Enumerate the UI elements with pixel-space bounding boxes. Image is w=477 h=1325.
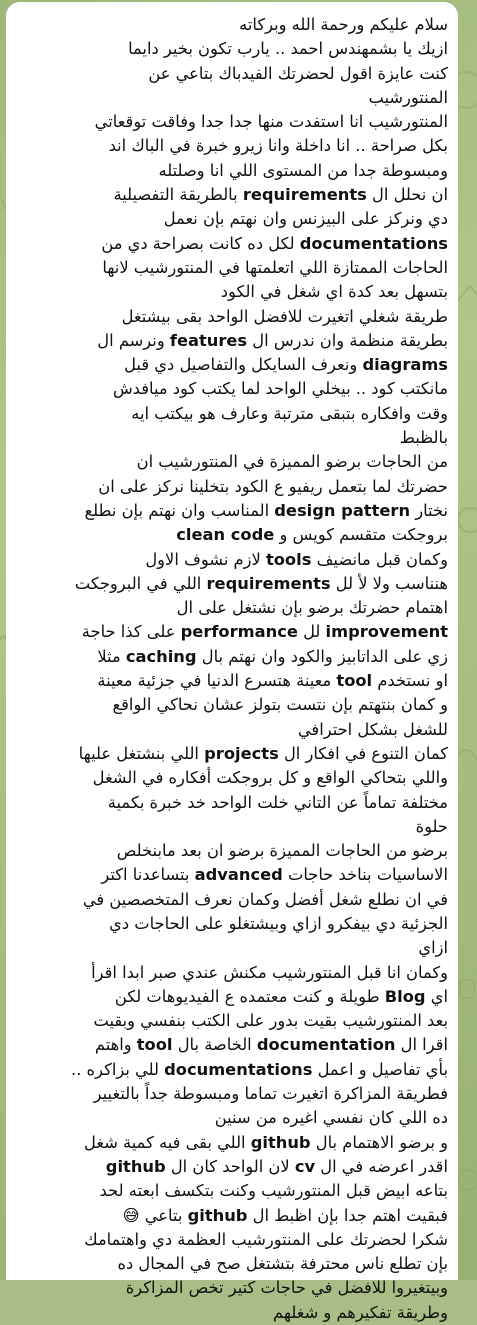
message-line: مختلفة تماماً عن التاني خلت الواحد خد خبرة بكمية	[107, 792, 448, 812]
message-line: حلوة	[415, 816, 448, 836]
message-line: ازيك يا بشمهندس احمد .. يارب تكون بخير دايما	[128, 39, 448, 59]
message-line: اقدر اعرضه في ال cv لان الواحد كان ال github	[105, 1156, 448, 1176]
message-line: ان نحلل ال requirements بالطريقة التفصيلية	[113, 185, 448, 205]
message-line: بإن تطلع ناس محترفة بتشتغل صح في المجال ده	[117, 1254, 448, 1274]
message-line: حضرتك لما بتعمل ريفيو ع الكود بتخلينا نركز على ان	[98, 476, 448, 496]
message-line: وقت وافكاره بتبقى مترتبة وعارف هو بيكتب ايه	[131, 403, 448, 423]
message-line: فبقيت اهتم جدا بإن اظبط ال github بتاعي 😅	[122, 1205, 448, 1225]
message-line: وكمان انا قبل المنتورشيب مكنش عندي صبر ابدا اقرأ	[91, 962, 448, 982]
message-line: وكمان قبل مانضيف tools لازم نشوف الاول	[145, 549, 448, 569]
message-bubble[interactable]	[6, 2, 458, 1322]
message-line: مانكتب كود .. بيخلي الواحد لما يكتب كود ميافدش	[112, 379, 448, 399]
message-text	[18, 13, 448, 1325]
message-line: الحاجات الممتازة اللي اتعلمتها في المنتورشيب لانها	[102, 257, 448, 277]
message-line: ومبسوطة جدا من المستوى اللي انا وصلتله	[158, 160, 448, 180]
message-line: سلام عليكم ورحمة الله وبركاته	[239, 15, 448, 34]
message-line: بتسهل بعد كدة اي شغل في الكود	[220, 282, 448, 302]
message-line: بالظبط	[399, 428, 448, 448]
message-line: كنت عايزة اقول لحضرتك الفيدباك بتاعي عن	[148, 63, 448, 83]
message-line: وطريقة تفكيرهم و شغلهم	[273, 1302, 448, 1322]
message-line: و كمان بنتهتم بإن نتست بتولز عشان نحاكي الواقع	[112, 695, 448, 715]
message-line: اهتمام حضرتك برضو بإن نشتغل على ال	[176, 598, 448, 618]
message-line: الاساسيات بناخد حاجات advanced بتساعدنا اكتر	[101, 865, 448, 885]
message-line: وبيتغيروا للافضل في حاجات كتير تخص المزاكرة	[125, 1278, 448, 1298]
message-line: بعد المنتورشيب بقيت بدور على الكتب بنفسي وبقيت	[93, 1011, 448, 1031]
message-line: او نستخدم tool معينة هتسرع الدنيا في جزئية معينة	[97, 671, 448, 691]
message-line: دي ونركز على البيزنس وان نهتم بإن نعمل	[163, 209, 448, 229]
message-line: بأي تفاصيل و اعمل documentations للي بزاكره ..	[71, 1059, 448, 1079]
message-line: المنتورشيب	[368, 87, 448, 107]
message-line: من الحاجات برضو المميزة في المنتورشيب ان	[136, 452, 448, 472]
message-line: للشغل بشكل احترافي	[297, 719, 448, 739]
message-line: improvement لل performance على كذا حاجة	[81, 622, 448, 642]
message-line: هنناسب ولا لأ لل requirements اللي في البروجكت	[74, 573, 448, 593]
message-line: documentations لكل ده كانت بصراحة دي من	[101, 233, 448, 253]
message-line: فطريقة المزاكرة اتغيرت تماما ومبسوطة جداً بالتغيير	[93, 1084, 448, 1104]
message-line: diagrams ونعرف السايكل والتفاصيل دي قبل	[124, 355, 448, 375]
message-line: واللي بتحاكي الواقع و كل بروجكت أفكاره في الشغل	[92, 768, 448, 788]
message-line: اقرا ال documentation الخاصة بال tool واهتم	[94, 1035, 448, 1055]
message-line: بكل صراحة .. انا داخلة وانا زيرو خبرة في الباك اند	[108, 136, 448, 156]
message-line: شكرا لحضرتك على المنتورشيب العظمة دي واهتمامك	[84, 1229, 448, 1249]
message-line: بطريقة منظمة وان ندرس ال features ونرسم ال	[97, 330, 448, 350]
message-line: ده اللي كان نفسي اغيره من سنين	[214, 1108, 448, 1128]
message-line: المنتورشيب انا استفدت منها جدا جدا وفاقت توقعاتي	[94, 112, 448, 132]
message-line: بتاعه ابيض قبل المنتورشيب وكنت بتكسف ابعته لحد	[99, 1181, 448, 1201]
message-line: في ان نطلع شغل أفضل وكمان نعرف المتخصصين في	[82, 889, 448, 909]
message-line: طريقة شغلي اتغيرت للافضل الواحد بقى بيشتغل	[121, 306, 448, 326]
message-line: برضو من الحاجات المميزة برضو ان بعد مابنخلص	[116, 841, 448, 861]
message-line: الجزئية دي بيفكرو ازاي وبيشتغلو على الحاجات دي	[109, 913, 448, 933]
message-line: بروجكت متقسم كويس و clean code	[176, 525, 448, 545]
message-line: نختار design pattern المناسب وان نهتم بإن نطلع	[84, 500, 448, 520]
message-line: ازاي	[418, 938, 448, 958]
message-line: كمان التنوع في افكار ال projects اللي بنشتغل عليها	[78, 743, 448, 763]
message-line: اي Blog طويلة و كنت معتمده ع الفيديوهات لكن	[114, 986, 448, 1006]
message-line: زي على الداتابيز والكود وان نهتم بال caching مثلا	[97, 646, 448, 666]
message-line: و برضو الاهتمام بال github اللي بقى فيه كمية شغل	[84, 1132, 448, 1152]
